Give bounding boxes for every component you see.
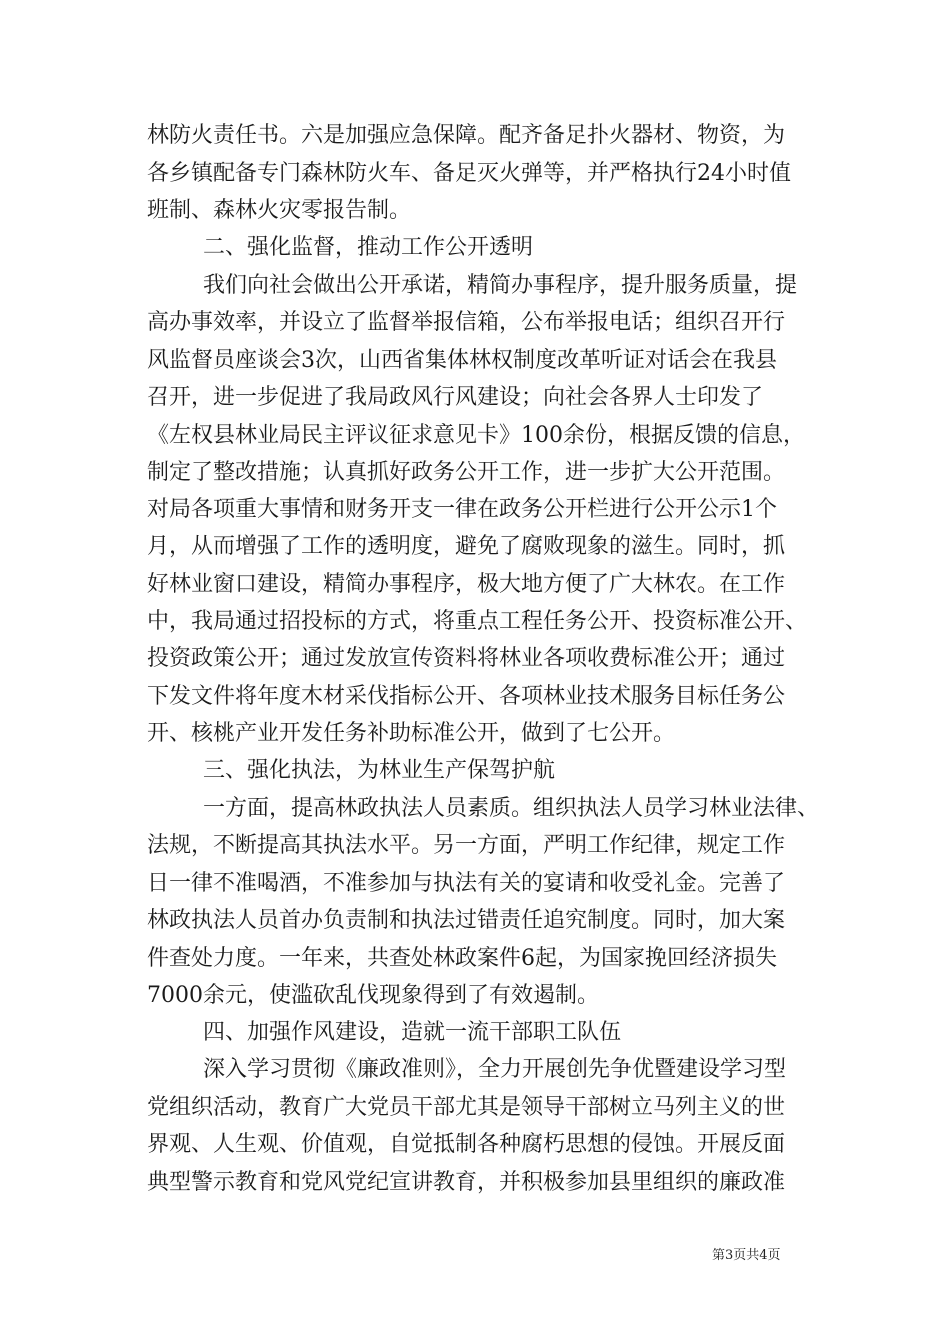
page-number-footer: 第3页共4页	[712, 1248, 781, 1263]
paragraph-line: 制定了整改措施；认真抓好政务公开工作，进一步扩大公开范围。	[147, 460, 786, 485]
paragraph-line: 好林业窗口建设，精简办事程序，极大地方便了广大林农。在工作	[147, 572, 786, 597]
paragraph-line: 法规，不断提高其执法水平。另一方面，严明工作纪律，规定工作	[147, 833, 786, 858]
paragraph-line: 林政执法人员首办负责制和执法过错责任追究制度。同时，加大案	[147, 908, 786, 933]
section-heading: 三、强化执法，为林业生产保驾护航	[203, 758, 556, 783]
paragraph-line: 班制、森林火灾零报告制。	[147, 198, 412, 223]
paragraph-line: 党组织活动，教育广大党员干部尤其是领导干部树立马列主义的世	[147, 1095, 786, 1120]
paragraph-line: 各乡镇配备专门森林防火车、备足灭火弹等，并严格执行24小时值	[147, 161, 791, 186]
paragraph-line: 月，从而增强了工作的透明度，避免了腐败现象的滋生。同时，抓	[147, 534, 786, 559]
paragraph-line: 典型警示教育和党风党纪宣讲教育，并积极参加县里组织的廉政准	[147, 1170, 786, 1195]
paragraph-line: 下发文件将年度木材采伐指标公开、各项林业技术服务目标任务公	[147, 684, 786, 709]
paragraph-line: 7000余元，使滥砍乱伐现象得到了有效遏制。	[147, 983, 599, 1008]
paragraph-line: 日一律不准喝酒，不准参加与执法有关的宴请和收受礼金。完善了	[147, 871, 786, 896]
paragraph-line: 对局各项重大事情和财务开支一律在政务公开栏进行公开公示1个	[147, 497, 777, 522]
paragraph-line: 开、核桃产业开发任务补助标准公开，做到了七公开。	[147, 721, 676, 746]
section-heading: 四、加强作风建设，造就一流干部职工队伍	[203, 1020, 622, 1045]
paragraph-line: 一方面，提高林政执法人员素质。组织执法人员学习林业法律、	[203, 796, 820, 821]
paragraph-line: 中，我局通过招投标的方式，将重点工程任务公开、投资标准公开、	[147, 609, 808, 634]
paragraph-line: 件查处力度。一年来，共查处林政案件6起，为国家挽回经济损失	[147, 946, 777, 971]
paragraph-line: 投资政策公开；通过发放宣传资料将林业各项收费标准公开；通过	[147, 646, 786, 671]
paragraph-line: 界观、人生观、价值观，自觉抵制各种腐朽思想的侵蚀。开展反面	[147, 1132, 786, 1157]
paragraph-line: 《左权县林业局民主评议征求意见卡》100余份，根据反馈的信息，	[147, 423, 805, 448]
section-heading: 二、强化监督，推动工作公开透明	[203, 235, 534, 260]
paragraph-line: 风监督员座谈会3次，山西省集体林权制度改革听证对话会在我县	[147, 348, 777, 373]
paragraph-line: 高办事效率，并设立了监督举报信箱，公布举报电话；组织召开行	[147, 310, 786, 335]
paragraph-line: 召开，进一步促进了我局政风行风建设；向社会各界人士印发了	[147, 385, 764, 410]
paragraph-line: 我们向社会做出公开承诺，精简办事程序，提升服务质量，提	[203, 273, 798, 298]
paragraph-line: 深入学习贯彻《廉政准则》，全力开展创先争优暨建设学习型	[203, 1057, 787, 1082]
paragraph-line: 林防火责任书。六是加强应急保障。配齐备足扑火器材、物资，为	[147, 123, 786, 148]
